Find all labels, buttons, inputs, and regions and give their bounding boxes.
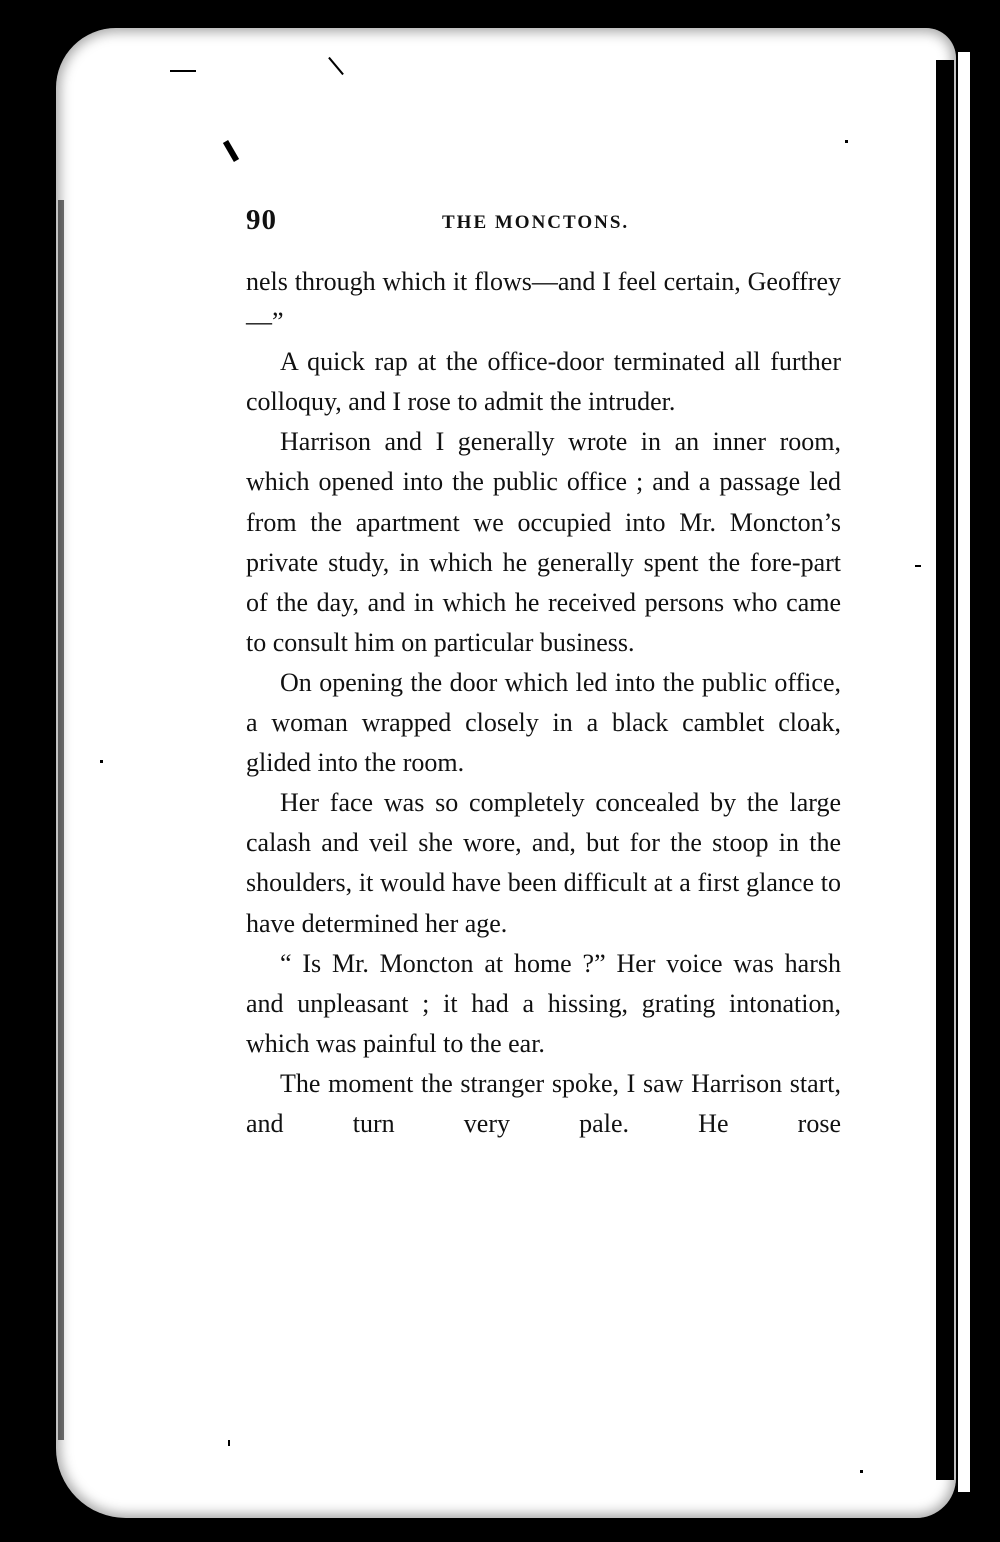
paragraph: On opening the door which led into the public office, a woman wrapped closely in a black camblet cloak, glided into the room. bbox=[246, 667, 841, 778]
page-edge-strip bbox=[958, 52, 970, 1492]
scan-speck bbox=[845, 140, 848, 143]
scan-speck bbox=[228, 1440, 230, 1446]
page-body bbox=[246, 262, 841, 1144]
paragraph: Her face was so completely concealed by the large calash and veil she wore, and, but for the stoop in the shoulders, it would have been difficult at a first glance to have determined her age. bbox=[246, 788, 841, 938]
scan-speck bbox=[860, 1470, 863, 1473]
paragraph: “ Is Mr. Moncton at home ?” Her voice was harsh and unpleasant ; it had a hissing, grating intonation, which was painful to the ear. bbox=[246, 948, 841, 1058]
scan-speck bbox=[170, 70, 196, 72]
paragraph-continuation: nels through which it flows—and I feel certain, Geoffrey—” bbox=[246, 267, 841, 337]
paragraph: The moment the stranger spoke, I saw Harrison start, and turn very pale. He rose bbox=[246, 1068, 841, 1138]
paragraph: A quick rap at the office-door terminated all further colloquy, and I rose to admit the intruder. bbox=[246, 347, 841, 417]
page-header bbox=[246, 204, 846, 244]
page-number: 90 bbox=[246, 204, 277, 236]
scan-speck bbox=[100, 760, 103, 763]
paragraph: Harrison and I generally wrote in an inner room, which opened into the public office ; and a passage led from the apartment we occupied into Mr. Moncton’s private study, in which he generally spent the fore-part of the day, and in which he received persons who came to consult him on particular business. bbox=[246, 427, 841, 657]
scan-speck bbox=[915, 565, 921, 567]
scan-speck bbox=[58, 200, 64, 1440]
running-head: THE MONCTONS. bbox=[442, 212, 630, 233]
page-edge-shadow bbox=[936, 60, 954, 1480]
